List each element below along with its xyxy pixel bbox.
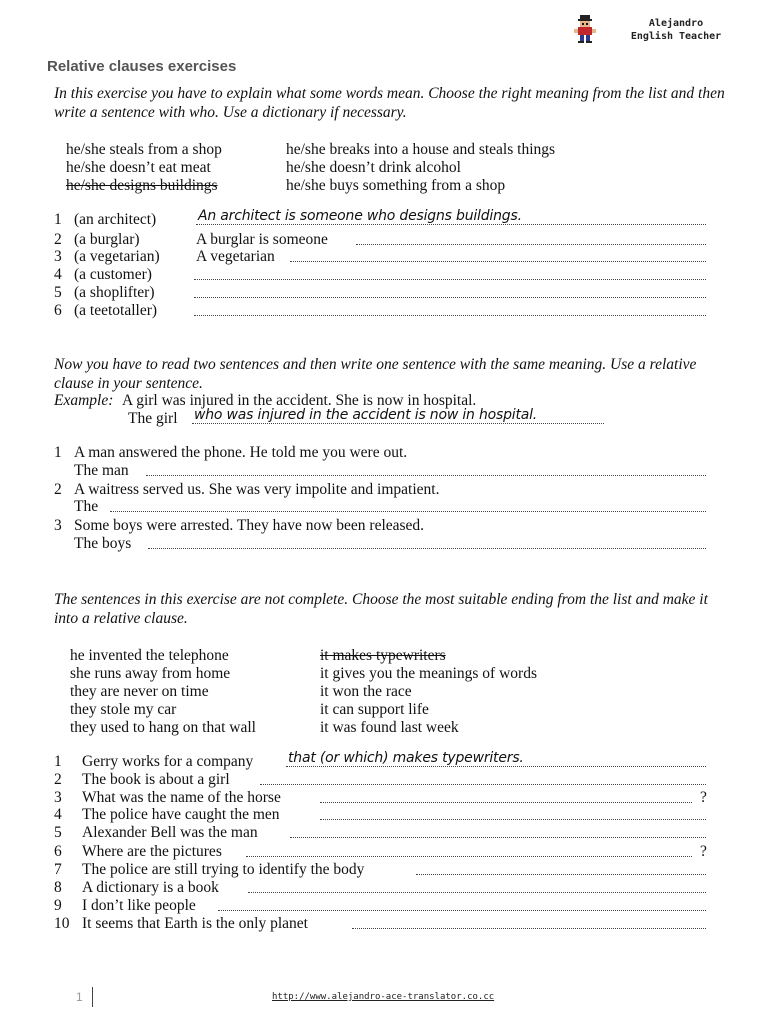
section3-options-left bbox=[70, 647, 256, 737]
exercise2-answer-row: The bbox=[54, 498, 714, 516]
answer-line[interactable] bbox=[290, 261, 706, 262]
option-item-struck: it makes typewriters bbox=[320, 647, 446, 664]
answer-line[interactable] bbox=[110, 511, 706, 512]
exercise3-row: 7 The police are still trying to identify the body bbox=[54, 861, 714, 879]
section1-options-right bbox=[286, 141, 555, 195]
handwritten-answer: who was injured in the accident is now in hospital. bbox=[194, 407, 538, 423]
exercise1-row: 6 (a teetotaller) bbox=[54, 302, 714, 320]
answer-line[interactable] bbox=[352, 928, 706, 929]
exercise2-row: 1 A man answered the phone. He told me you were out. bbox=[54, 444, 408, 461]
exercise3-row: 3 What was the name of the horse ? bbox=[54, 789, 707, 806]
pixel-avatar-icon bbox=[574, 15, 596, 43]
exercise3-row: 10 It seems that Earth is the only planet bbox=[54, 915, 714, 933]
handwritten-answer: that (or which) makes typewriters. bbox=[288, 750, 524, 766]
exercise3-row: 4 The police have caught the men bbox=[54, 806, 714, 824]
option-item: he/she breaks into a house and steals things bbox=[286, 141, 556, 158]
answer-line[interactable] bbox=[290, 837, 706, 838]
option-item: he invented the telephone bbox=[70, 647, 229, 664]
answer-line[interactable] bbox=[194, 315, 706, 316]
option-item: he/she doesn’t eat meat bbox=[66, 159, 211, 176]
section1-options-left bbox=[66, 141, 222, 195]
option-item: he/she buys something from a shop bbox=[286, 177, 506, 194]
option-item-struck: he/she designs buildings bbox=[66, 177, 218, 194]
option-item: she runs away from home bbox=[70, 665, 231, 682]
answer-line[interactable] bbox=[356, 244, 706, 245]
page-title: Relative clauses exercises bbox=[47, 58, 237, 75]
exercise3-row: 2 The book is about a girl bbox=[54, 771, 714, 789]
answer-line[interactable] bbox=[246, 856, 692, 857]
option-item: it won the race bbox=[320, 683, 412, 700]
exercise1-row: 1 (an architect) An architect is someone who designs buildings. bbox=[54, 211, 714, 229]
option-item: he/she steals from a shop bbox=[66, 141, 222, 158]
exercise2-answer-row: The boys bbox=[54, 535, 714, 553]
exercise2-answer-row: The man bbox=[54, 462, 714, 480]
author-brand bbox=[570, 14, 750, 48]
section1-instruction: In this exercise you have to explain what some words mean. Choose the right meaning from the list and then write a sentence with who. Use a dictionary if necessary. bbox=[54, 85, 725, 121]
option-item: it was found last week bbox=[320, 719, 459, 736]
option-item: they used to hang on that wall bbox=[70, 719, 256, 736]
answer-line[interactable] bbox=[148, 548, 706, 549]
option-item: it gives you the meanings of words bbox=[320, 665, 537, 682]
example-row: Example: A girl was injured in the accident. She is now in hospital. bbox=[54, 392, 477, 409]
answer-line[interactable] bbox=[416, 874, 706, 875]
answer-line[interactable] bbox=[194, 279, 706, 280]
exercise1-row: 3 (a vegetarian) A vegetarian bbox=[54, 248, 714, 266]
exercise1-row: 2 (a burglar) A burglar is someone bbox=[54, 231, 714, 249]
answer-line[interactable] bbox=[218, 910, 706, 911]
exercise1-row: 4 (a customer) bbox=[54, 266, 714, 284]
section2-instruction: Now you have to read two sentences and then write one sentence with the same meaning. Use a relative clause in your sentence. bbox=[54, 356, 697, 392]
section3-instruction: The sentences in this exercise are not complete. Choose the most suitable ending from the list and make it into a relative clause. bbox=[54, 591, 708, 627]
answer-line[interactable] bbox=[194, 297, 706, 298]
page-number: 1 bbox=[76, 990, 83, 1004]
exercise3-row: 9 I don’t like people bbox=[54, 897, 714, 915]
example-answer-row: The girl who was injured in the accident is now in hospital. bbox=[54, 410, 714, 428]
exercise3-row: 8 A dictionary is a book bbox=[54, 879, 714, 897]
exercise3-row: 6 Where are the pictures ? bbox=[54, 843, 707, 860]
option-item: he/she doesn’t drink alcohol bbox=[286, 159, 461, 176]
exercise2-row: 3 Some boys were arrested. They have now been released. bbox=[54, 517, 425, 534]
answer-line[interactable] bbox=[320, 802, 692, 803]
exercise3-row: 1 Gerry works for a company that (or which) makes typewriters. bbox=[54, 753, 714, 771]
author-name: Alejandro bbox=[648, 18, 704, 29]
footer-link[interactable]: http://www.alejandro-ace-translator.co.cc bbox=[272, 992, 495, 1002]
section3-options-right bbox=[320, 647, 537, 737]
exercise1-row: 5 (a shoplifter) bbox=[54, 284, 714, 302]
answer-line[interactable] bbox=[248, 892, 706, 893]
handwritten-answer: An architect is someone who designs buildings. bbox=[198, 208, 522, 224]
answer-line[interactable] bbox=[260, 784, 706, 785]
option-item: it can support life bbox=[320, 701, 429, 718]
author-role: English Teacher bbox=[630, 31, 722, 42]
exercise2-row: 2 A waitress served us. She was very impolite and impatient. bbox=[54, 481, 440, 498]
footer-divider bbox=[92, 987, 93, 1007]
option-item: they are never on time bbox=[70, 683, 209, 700]
exercise3-row: 5 Alexander Bell was the man bbox=[54, 824, 714, 842]
option-item: they stole my car bbox=[70, 701, 177, 718]
answer-line[interactable] bbox=[320, 819, 706, 820]
answer-line[interactable] bbox=[146, 475, 706, 476]
